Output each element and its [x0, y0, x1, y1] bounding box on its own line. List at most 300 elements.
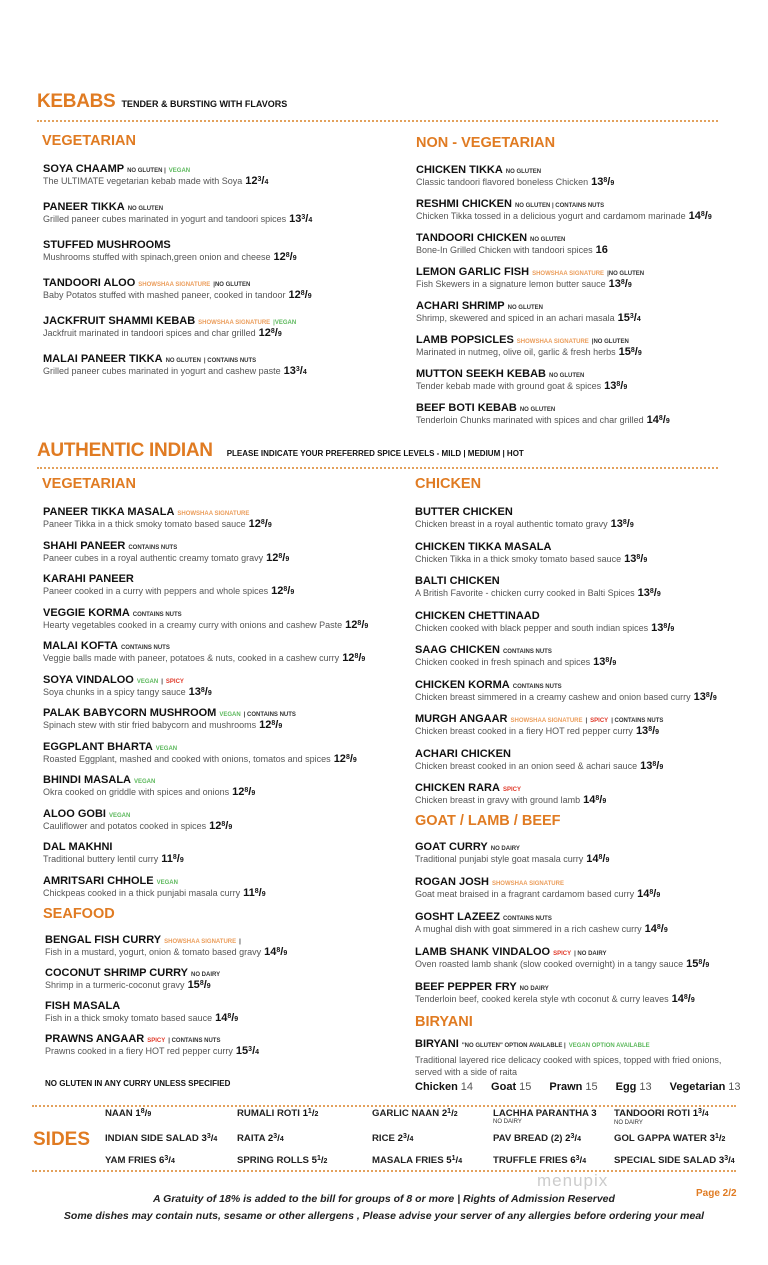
menu-item	[43, 351, 312, 377]
price-denominator: 9	[712, 694, 717, 702]
price: $2^1/2$	[441, 1108, 458, 1119]
item-title-line	[43, 237, 312, 250]
price-denominator: 4	[279, 1136, 284, 1143]
authentic-veg-list	[43, 504, 368, 899]
item-description: A British Favorite - chicken curry cooked in Balti Spices $13^8/9$	[415, 587, 661, 599]
price: $12^8/9$	[271, 585, 295, 597]
divider	[32, 1170, 736, 1172]
price: $12^8/9$	[259, 719, 283, 731]
item-title-line	[415, 642, 717, 655]
seafood-heading: SEAFOOD	[43, 906, 115, 922]
authentic-subtitle: PLEASE INDICATE YOUR PREFERRED SPICE LEVELS - MILD | MEDIUM | HOT	[226, 449, 524, 458]
price-denominator: 4	[704, 1111, 709, 1118]
menu-item	[415, 677, 717, 703]
item-description: Oven roasted lamb shank (slow cooked overnight) in a tangy sauce $15^8/9$	[415, 958, 710, 970]
item-name: CHICKEN RARA	[415, 782, 500, 794]
item-description: Soya chunks in a spicy tangy sauce $13^8/9$	[43, 685, 212, 698]
biryani-desc: Traditional layered rice delicacy cooked with spices, topped with fried onions,	[415, 1055, 722, 1065]
goat-heading: GOAT / LAMB / BEEF	[415, 813, 561, 829]
price-numerator: 8	[698, 959, 703, 966]
menu-item	[416, 230, 712, 256]
item-title-line	[416, 332, 712, 345]
menu-item	[415, 711, 717, 737]
price-numerator: 8	[652, 760, 657, 768]
item-name: MURGH ANGAAR	[415, 713, 508, 725]
price-denominator: 9	[629, 522, 634, 529]
price-denominator: 2	[721, 1136, 726, 1143]
biryani-option-price: 13	[639, 1081, 652, 1093]
dietary-tag: SHOWSHAA SIGNATURE	[198, 320, 271, 326]
item-name: TANDOORI ALOO	[43, 277, 136, 289]
side-item: MASALA FRIES $5^1/4$	[372, 1155, 463, 1166]
price-denominator: 9	[234, 1016, 239, 1023]
price-numerator: 8	[656, 924, 661, 931]
dietary-tag: NO GLUTEN	[127, 206, 164, 212]
price: $12^8/9$	[248, 518, 272, 530]
price: $12^8/9$	[345, 618, 369, 631]
menu-item	[415, 608, 717, 634]
biryani-option-price: 15	[519, 1081, 532, 1093]
side-note: NO DAIRY	[493, 1119, 522, 1125]
item-name: VEGGIE KORMA	[43, 606, 130, 619]
dietary-tag: SPICY	[553, 951, 572, 957]
item-title-line	[415, 909, 709, 922]
dietary-tag: VEGAN	[168, 168, 191, 174]
item-name: GOAT CURRY	[415, 841, 488, 853]
price-numerator: 3	[248, 1046, 253, 1053]
dietary-tag: CONTAINS NUTS	[120, 645, 170, 651]
menu-item	[43, 839, 368, 865]
item-title-line	[415, 839, 709, 852]
item-description: Chicken breast in gravy with ground lamb $14^8/9$	[415, 794, 607, 806]
item-name: EGGPLANT BHARTA	[43, 740, 153, 753]
item-title-line	[43, 161, 312, 174]
price-denominator: 9	[707, 214, 712, 221]
price-numerator: 8	[345, 753, 350, 761]
menu-item	[415, 539, 717, 565]
price: $12^8/9$	[258, 327, 282, 339]
price-denominator: 9	[364, 622, 369, 630]
item-title-line	[415, 677, 717, 690]
price-numerator: 8	[649, 889, 654, 896]
price-numerator: 8	[648, 726, 653, 733]
price-denominator: 9	[627, 282, 632, 289]
item-description: Veggie balls made with paneer, potatoes & nuts, cooked in a cashew curry $12^8/9$	[43, 652, 366, 664]
item-name: RESHMI CHICKEN	[416, 198, 512, 210]
gluten-note: NO GLUTEN IN ANY CURRY UNLESS SPECIFIED	[45, 1079, 231, 1088]
dietary-tag: SHOWSHAA SIGNATURE	[164, 939, 237, 945]
menu-item	[43, 504, 368, 530]
price: $12^8/9$	[232, 786, 256, 798]
item-title-line	[43, 351, 312, 364]
price: $2^3/4$	[565, 1133, 581, 1144]
item-title-line	[415, 874, 709, 887]
side-note: NO DAIRY	[614, 1120, 643, 1126]
dietary-tag: |VEGAN	[273, 320, 297, 326]
side-item: LACHHA PARANTHA 3 NO DAIRY	[493, 1108, 597, 1125]
item-description: Chicken breast in a royal authentic tomato gravy $13^8/9$	[415, 518, 634, 530]
price: $1^1/2$	[302, 1108, 319, 1119]
menu-item	[43, 161, 312, 187]
dietary-tag: VEGAN	[108, 812, 131, 819]
item-name: CHICKEN TIKKA	[416, 164, 503, 176]
item-description: Chickpeas cooked in a thick punjabi masala curry $11^8/9$	[43, 886, 266, 899]
dietary-tag: SHOWSHAA SIGNATURE	[532, 271, 605, 277]
item-description: Prawns cooked in a fiery HOT red pepper curry $15^3/4$	[45, 1045, 260, 1057]
item-name: TANDOORI CHICKEN	[416, 232, 528, 244]
price-numerator: 8	[199, 980, 204, 987]
dietary-tag: CONTAINS NUTS	[132, 611, 182, 618]
item-title-line	[43, 571, 368, 584]
price-denominator: 9	[292, 255, 297, 262]
price-denominator: 9	[623, 384, 628, 391]
price: $6^3/4$	[159, 1155, 175, 1166]
item-title-line	[415, 944, 709, 957]
kebabs-veg-heading: VEGETARIAN	[42, 133, 136, 149]
side-item: RAITA $2^3/4$	[237, 1133, 284, 1144]
price-numerator: 3	[206, 1133, 211, 1140]
price-numerator: 8	[598, 854, 603, 861]
price: $13^8/9$	[608, 278, 632, 290]
price-denominator: 9	[643, 556, 648, 564]
side-item: YAM FRIES $6^3/4$	[105, 1155, 175, 1166]
side-item: GARLIC NAAN $2^1/2$	[372, 1108, 458, 1119]
item-name: ROGAN JOSH	[415, 876, 489, 888]
menu-item	[415, 839, 709, 865]
price-numerator: 8	[620, 279, 625, 286]
item-name: SOYA VINDALOO	[43, 673, 134, 686]
item-name: ACHARI SHRIMP	[416, 300, 505, 312]
authentic-title: AUTHENTIC INDIAN	[37, 440, 213, 461]
item-description: A mughal dish with goat simmered in a rich cashew curry $14^8/9$	[415, 923, 668, 935]
item-name: LEMON GARLIC FISH	[416, 266, 530, 278]
price-numerator: 8	[227, 1013, 232, 1020]
dietary-tag: SHOWSHAA SIGNATURE	[516, 339, 589, 345]
biryani-heading: BIRYANI	[415, 1014, 473, 1030]
sides-title: SIDES	[33, 1129, 91, 1150]
price-denominator: 4	[264, 179, 269, 186]
item-name: BENGAL FISH CURRY	[45, 934, 162, 946]
kebabs-title: KEBABS	[37, 91, 116, 112]
item-title-line	[43, 275, 312, 288]
price-numerator: 3	[698, 1108, 702, 1115]
price: $14^8/9$	[586, 853, 610, 865]
kebabs-subtitle: TENDER & BURSTING WITH FLAVORS	[121, 99, 288, 109]
item-name: BEEF PEPPER FRY	[415, 981, 517, 993]
price: $15^8/9$	[618, 346, 642, 358]
price: $14^8/9$	[215, 1012, 239, 1024]
dietary-tag: CONTAINS NUTS	[502, 916, 552, 922]
biryani-vegan-tag: VEGAN OPTION AVAILABLE	[568, 1043, 650, 1049]
price-denominator: 9	[690, 997, 695, 1004]
price-denominator: 9	[285, 555, 290, 563]
item-name: BHINDI MASALA	[43, 774, 131, 786]
item-name: ACHARI CHICKEN	[415, 747, 511, 760]
chicken-list	[415, 504, 717, 806]
biryani-option-price: 15	[585, 1081, 598, 1093]
dietary-tag: | CONTAINS NUTS	[168, 1038, 221, 1044]
price: $13^3/4$	[289, 213, 313, 225]
item-title-line	[43, 806, 368, 819]
item-description: Classic tandoori flavored boneless Chicken $13^8/9$	[416, 176, 615, 188]
dietary-tag: SPICY	[590, 718, 609, 724]
item-name: PANEER TIKKA	[43, 201, 125, 213]
price-numerator: 3	[295, 366, 300, 373]
menu-item	[416, 400, 712, 426]
side-item: SPRING ROLLS $5^1/2$	[237, 1155, 328, 1166]
price-denominator: 4	[409, 1136, 414, 1143]
item-title-line	[415, 979, 709, 992]
item-title-line	[43, 538, 368, 551]
item-description: Tenderloin beef, cooked kerela style wth coconut & curry leaves $14^8/9$	[415, 993, 695, 1005]
item-name: LAMB POPSICLES	[416, 334, 514, 346]
item-name: CHICKEN KORMA	[415, 678, 510, 691]
price-denominator: 4	[213, 1136, 218, 1143]
price-numerator: 8	[649, 588, 654, 595]
item-description: Jackfruit marinated in tandoori spices and char grilled $12^8/9$	[43, 327, 282, 339]
side-item: RICE $2^3/4$	[372, 1133, 414, 1144]
price: $12^8/9$	[288, 289, 312, 301]
item-description: Chicken cooked with black pepper and south indian spices $13^8/9$	[415, 621, 675, 634]
biryani-option-price: 13	[728, 1081, 741, 1093]
item-description: Grilled paneer cubes marinated in yogurt and cashew paste $13^3/4$	[43, 365, 307, 377]
item-title-line	[415, 780, 717, 793]
price-numerator: 8	[283, 586, 288, 593]
menu-item	[43, 313, 312, 339]
price-numerator: 8	[603, 177, 608, 184]
item-name: CHICKEN CHETTINAAD	[415, 609, 540, 622]
dietary-tag: NO GLUTEN |	[127, 168, 166, 174]
item-title-line	[43, 873, 368, 886]
dietary-tag: NO GLUTEN | CONTAINS NUTS	[514, 203, 605, 209]
kebabs-veg-list	[43, 161, 312, 377]
item-name: BEEF BOTI KEBAB	[416, 402, 517, 414]
item-description: Roasted Eggplant, mashed and cooked with onions, tomatos and spices $12^8/9$	[43, 752, 357, 765]
price-numerator: 8	[260, 519, 265, 526]
price-numerator: 3	[402, 1133, 407, 1140]
price-numerator: 1	[447, 1108, 452, 1115]
item-description: Fish Skewers in a signature lemon butter sauce $13^8/9$	[416, 278, 632, 290]
dietary-tag: SPICY	[147, 1038, 166, 1044]
side-item: GOL GAPPA WATER $3^1/2$	[614, 1133, 726, 1144]
price-denominator: 9	[605, 857, 610, 864]
item-name: MUTTON SEEKH KEBAB	[416, 368, 546, 380]
item-description: Chicken breast simmered in a creamy cashew and onion based curry $13^8/9$	[415, 690, 717, 703]
dietary-tag: |NO GLUTEN	[607, 271, 645, 277]
dietary-tag: NO GLUTEN	[505, 169, 542, 175]
menu-item	[415, 944, 709, 970]
item-title-line	[415, 573, 717, 586]
price: $14^8/9$	[264, 946, 288, 958]
price-numerator: 8	[663, 622, 668, 630]
price-numerator: 8	[300, 290, 305, 297]
dietary-tag: NO GLUTEN	[530, 237, 566, 243]
price-numerator: 8	[200, 686, 205, 694]
item-name: PRAWNS ANGAAR	[45, 1033, 145, 1045]
price-numerator: 8	[595, 795, 600, 802]
dietary-tag: | CONTAINS NUTS	[611, 718, 664, 724]
price: $13^8/9$	[188, 685, 212, 698]
dietary-tag: NO GLUTEN	[507, 305, 543, 311]
item-title-line	[416, 230, 712, 243]
price: $12^3/4$	[245, 175, 269, 187]
dietary-tag: | CONTAINS NUTS	[243, 712, 296, 718]
price: $13^8/9$	[624, 552, 648, 565]
price-denominator: 9	[361, 656, 366, 663]
price: $3^3/4$	[201, 1133, 218, 1144]
price-denominator: 9	[228, 823, 233, 831]
item-description: Tenderloin Chunks marinated with spices and char grilled $14^8/9$	[416, 414, 670, 426]
item-name: DAL MAKHNI	[43, 841, 113, 853]
price-denominator: 9	[610, 180, 615, 187]
price-numerator: 1	[316, 1155, 321, 1162]
price-denominator: 9	[206, 983, 211, 990]
price-numerator: 3	[724, 1155, 729, 1162]
price: $1^8/9$	[135, 1108, 152, 1119]
side-item: SPECIAL SIDE SALAD $3^3/4$	[614, 1155, 735, 1166]
item-description: Mushrooms stuffed with spinach,green onion and cheese $12^8/9$	[43, 251, 297, 263]
price-numerator: 8	[622, 519, 627, 526]
price: $14^8/9$	[688, 210, 712, 222]
menu-item	[415, 979, 709, 1005]
price-denominator: 9	[705, 962, 710, 969]
item-title-line	[43, 739, 368, 752]
price-denominator: 9	[278, 723, 283, 730]
price: $13^8/9$	[593, 656, 617, 668]
item-description: Chicken Tikka tossed in a delicious yogurt and cardamom marinade $14^8/9$	[416, 210, 712, 222]
item-title-line	[415, 746, 717, 759]
price-denominator: 9	[147, 1111, 152, 1118]
dietary-tag: |	[161, 678, 163, 685]
dietary-tag: |NO GLUTEN	[591, 339, 629, 345]
menu-item	[415, 642, 717, 668]
allergen-note: Some dishes may contain nuts, sesame or other allergens , Please advise your server of any allergies before ordering your meal	[63, 1210, 705, 1222]
menu-item	[416, 332, 712, 358]
price: $2^3/4$	[267, 1133, 284, 1144]
price-numerator: 8	[683, 994, 688, 1001]
kebabs-nonveg-list	[416, 162, 712, 426]
menu-item	[43, 199, 312, 225]
biryani-option-label: Goat	[491, 1081, 517, 1093]
item-title-line	[415, 608, 717, 621]
biryani-option-label: Vegetarian	[669, 1081, 726, 1093]
price-numerator: 8	[636, 553, 641, 561]
item-title-line	[43, 504, 368, 517]
price-numerator: 8	[244, 787, 249, 794]
price-numerator: 3	[164, 1155, 169, 1162]
dietary-tag: SHOWSHAA SIGNATURE	[138, 282, 211, 288]
dietary-tag: NO GLUTEN	[548, 373, 585, 379]
price-denominator: 4	[636, 316, 641, 323]
menu-item	[45, 932, 287, 958]
item-description: Chicken Tikka in a thick smoky tomato based sauce $13^8/9$	[415, 552, 648, 565]
dietary-tag: VEGAN	[219, 712, 241, 718]
item-description: Shrimp, skewered and spiced in an achari masala $15^3/4$	[416, 312, 641, 324]
price-denominator: 9	[352, 756, 357, 764]
dietary-tag: VEGAN	[134, 779, 156, 785]
price: 16	[595, 244, 608, 256]
menu-item	[43, 571, 368, 597]
price-numerator: 8	[605, 657, 610, 664]
price-numerator: 8	[285, 252, 290, 259]
item-title-line	[43, 199, 312, 212]
price-numerator: 8	[354, 653, 359, 660]
goat-list	[415, 839, 709, 1005]
price-numerator: 8	[221, 820, 226, 828]
price: $12^8/9$	[342, 652, 366, 664]
item-description: Spinach stew with stir fried babycorn and mushrooms $12^8/9$	[43, 719, 283, 731]
item-description: Chicken cooked in fresh spinach and spices $13^8/9$	[415, 656, 617, 668]
price: $13^3/4$	[283, 365, 307, 377]
item-description: Traditional punjabi style goat masala curry $14^8/9$	[415, 853, 610, 865]
item-name: ALOO GOBI	[43, 807, 106, 820]
item-description: Cauliflower and potatos cooked in spices $12^8/9$	[43, 819, 233, 832]
price: $14^8/9$	[583, 794, 607, 806]
price-denominator: 4	[458, 1158, 463, 1165]
item-name: KARAHI PANEER	[43, 573, 134, 585]
dietary-tag: SHOWSHAA SIGNATURE	[491, 881, 564, 887]
price: $13^8/9$	[637, 587, 661, 599]
price: $13^8/9$	[591, 176, 615, 188]
price-denominator: 9	[307, 293, 312, 300]
item-title-line	[43, 605, 368, 618]
menu-item	[43, 739, 368, 765]
price-denominator: 9	[267, 522, 272, 529]
item-title-line	[416, 298, 712, 311]
item-description: Paneer cooked in a curry with peppers and whole spices $12^8/9$	[43, 585, 295, 597]
dietary-tag: VEGAN	[136, 678, 159, 685]
price-numerator: 8	[705, 691, 710, 699]
price-denominator: 9	[251, 790, 256, 797]
price-denominator: 9	[277, 331, 282, 338]
price-numerator: 8	[616, 381, 621, 388]
menu-item	[43, 275, 312, 301]
authentic-veg-heading: VEGETARIAN	[42, 476, 136, 492]
price: $12^8/9$	[266, 551, 290, 564]
item-description: Grilled paneer cubes marinated in yogurt and tandoori spices $13^3/4$	[43, 213, 313, 225]
price-denominator: 9	[602, 798, 607, 805]
menu-item	[415, 746, 717, 772]
dietary-tag: SPICY	[165, 678, 184, 685]
price-numerator: 8	[271, 720, 276, 727]
price-denominator: 9	[261, 890, 266, 898]
item-title-line	[416, 264, 712, 277]
price-numerator: 8	[278, 552, 283, 560]
menu-item	[415, 780, 717, 806]
price: $13^8/9$	[640, 759, 664, 772]
menu-item	[43, 605, 368, 631]
kebabs-nonveg-heading: NON - VEGETARIAN	[416, 135, 556, 151]
biryani-option-label: Egg	[615, 1081, 637, 1093]
item-description: Paneer cubes in a royal authentic creamy tomato gravy $12^8/9$	[43, 551, 290, 564]
item-description: Shrimp in a turmeric-coconut gravy $15^8/9$	[45, 979, 211, 991]
price-denominator: 4	[582, 1158, 587, 1165]
item-description: Baby Potatos stuffed with mashed paneer, cooked in tandoor $12^8/9$	[43, 289, 312, 301]
price-denominator: 9	[655, 729, 660, 736]
dietary-tag: | NO DAIRY	[574, 951, 607, 957]
biryani-option-label: Chicken	[415, 1081, 458, 1093]
item-description: Traditional buttery lentil curry $11^8/9$	[43, 853, 184, 865]
dietary-tag: CONTAINS NUTS	[512, 683, 562, 690]
menu-item	[43, 237, 312, 263]
menu-item	[416, 298, 712, 324]
item-title-line	[45, 1031, 287, 1044]
item-title-line	[43, 313, 312, 326]
side-item: TANDOORI ROTI $1^3/4$ NO DAIRY	[614, 1108, 709, 1126]
price-denominator: 9	[670, 625, 675, 633]
price-denominator: 9	[207, 689, 212, 697]
menu-item	[415, 909, 709, 935]
